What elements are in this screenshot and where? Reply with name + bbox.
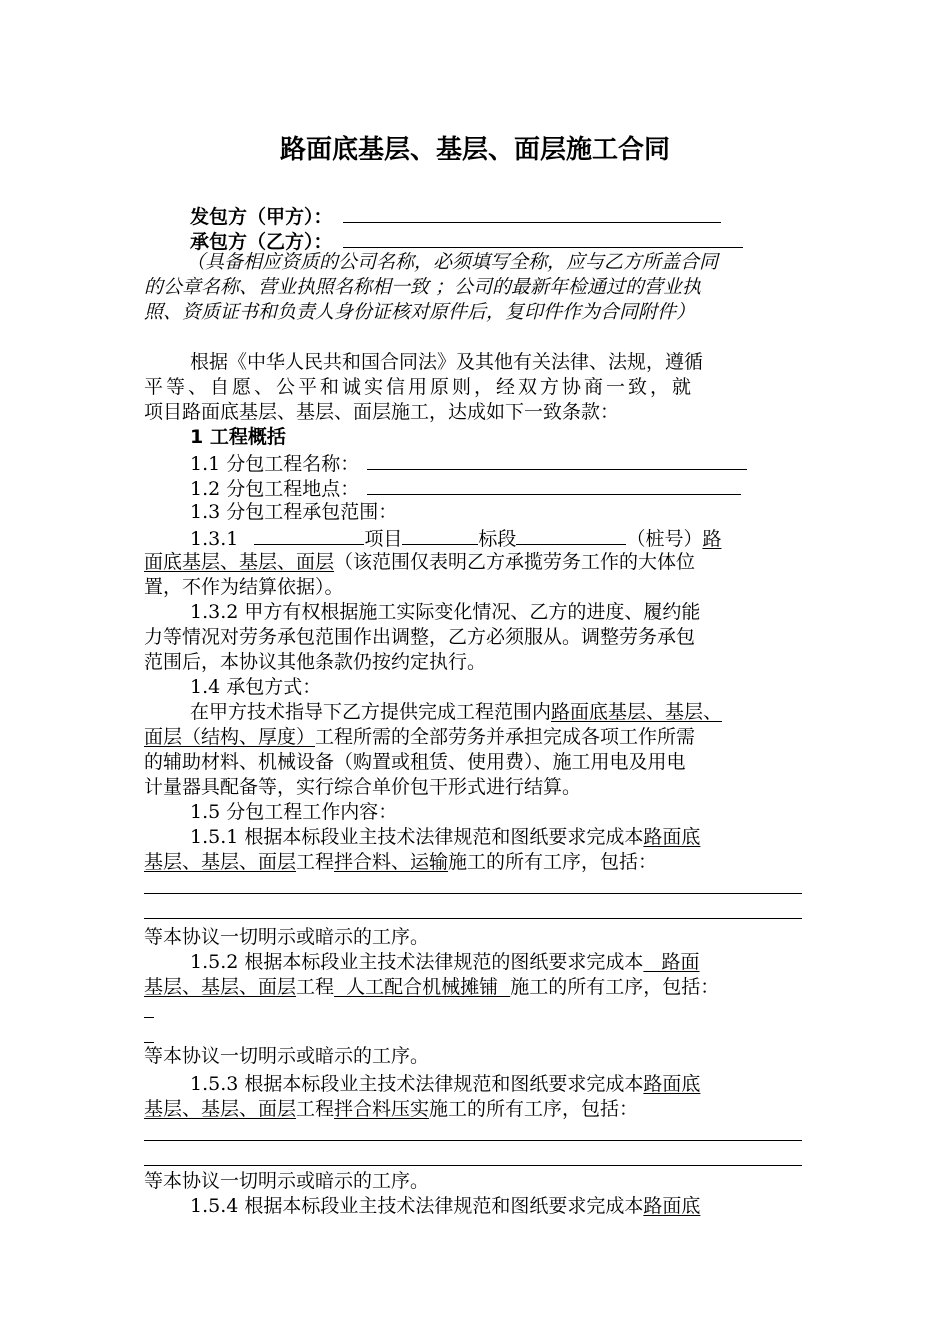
- fill-in-line[interactable]: [144, 1042, 154, 1043]
- clause-1-4-underlined-a: 路面底基层、基层、: [551, 701, 723, 723]
- clause-1-5-4-text: 1.5.4 根据本标段业主技术法律规范和图纸要求完成本: [190, 1195, 644, 1217]
- scope-underlined: 面底基层、基层、面层: [144, 551, 335, 573]
- clause-1-5-2-end: 等本协议一切明示或暗示的工序。: [144, 1045, 430, 1067]
- clause-1-2-label: 1.2 分包工程地点：: [190, 478, 360, 500]
- clause-1-5-3-underlined-b: 基层、基层、面层: [144, 1098, 297, 1120]
- clause-1-5-3-line-1: [190, 1072, 700, 1097]
- clause-1-3-1-line-1: [190, 525, 721, 550]
- party-a-label: 发包方（甲方）：: [190, 206, 333, 228]
- clause-1-3-2-line-2: 力等情况对劳务承包范围作出调整，乙方必须服从。调整劳务承包: [144, 626, 696, 648]
- chainage-suffix: （桩号）: [626, 528, 703, 550]
- scope-remark: （该范围仅表明乙方承揽劳务工作的大体位: [334, 551, 696, 573]
- section-suffix: 标段: [478, 528, 517, 550]
- clause-1-5-1-line-2: [144, 850, 657, 875]
- clause-1-5-4-underlined-a: 路面底: [643, 1195, 701, 1217]
- clause-1-4-text-a: 在甲方技术指导下乙方提供完成工程范围内: [190, 701, 552, 723]
- clause-1-2: [190, 475, 741, 500]
- clause-1-1: [190, 450, 747, 475]
- fill-in-line[interactable]: [144, 893, 802, 894]
- intro-line-3: 项目路面底基层、基层、面层施工，达成如下一致条款：: [144, 401, 620, 423]
- project-location-field[interactable]: [367, 475, 741, 495]
- clause-1-5-3-underlined-c: 拌合料压实: [334, 1098, 430, 1120]
- clause-1-5-2-text-c: 施工的所有工序，包括：: [510, 976, 720, 998]
- note-line-3: 照、资质证书和负责人身份证核对原件后，复印件作为合同附件）: [144, 301, 696, 323]
- clause-1-5-3-text: 1.5.3 根据本标段业主技术法律规范和图纸要求完成本: [190, 1073, 644, 1095]
- clause-1-5-1-text-c: 施工的所有工序，包括：: [448, 851, 658, 873]
- fill-in-line[interactable]: [144, 1017, 154, 1018]
- clause-1-5-2-text: 1.5.2 根据本标段业主技术法律规范的图纸要求完成本: [190, 951, 644, 973]
- party-b-label: 承包方（乙方）：: [190, 231, 333, 253]
- fill-in-line[interactable]: [144, 1140, 802, 1141]
- project-name-field[interactable]: [367, 450, 747, 470]
- fill-in-line[interactable]: [144, 1165, 802, 1166]
- clause-1-5-1-end: 等本协议一切明示或暗示的工序。: [144, 926, 430, 948]
- clause-1-4-line-3: 的辅助材料、机械设备（购置或租赁、使用费）、施工用电及用电: [144, 751, 686, 773]
- clause-1-5-3-underlined-a: 路面底: [643, 1073, 701, 1095]
- clause-1-5-3-text-c: 施工的所有工序，包括：: [429, 1098, 639, 1120]
- clause-1-5-3-line-2: [144, 1097, 638, 1122]
- scope-underlined-start: 路: [702, 528, 722, 550]
- clause-1-4-underlined-b: 面层（结构、厚度）: [144, 726, 316, 748]
- clause-1-3-2-line-1: 1.3.2 甲方有权根据施工实际变化情况、乙方的进度、履约能: [190, 601, 701, 623]
- party-b-field[interactable]: [343, 228, 743, 248]
- clause-1-5-2-line-1: [190, 950, 700, 975]
- note-line-2: 的公章名称、营业执照名称相一致 ；公司的最新年检通过的营业执: [144, 276, 702, 298]
- clause-1-5-1-underlined-c: 拌合料、运输: [334, 851, 449, 873]
- clause-1-5-1-underlined-b: 基层、基层、面层: [144, 851, 297, 873]
- clause-1-5-2-line-2: [144, 975, 719, 1000]
- party-a-field[interactable]: [343, 203, 721, 223]
- clause-1-4-line-4: 计量器具配备等，实行综合单价包干形式进行结算。: [144, 776, 582, 798]
- clause-1-5-2-underlined-a: 路面: [643, 951, 700, 973]
- clause-1-4-line-1: [190, 700, 722, 725]
- clause-1-4-text-b: 工程所需的全部劳务并承担完成各项工作所需: [315, 726, 696, 748]
- clause-1-3-2-line-3: 范围后，本协议其他条款仍按约定执行。: [144, 651, 487, 673]
- section-field[interactable]: [402, 525, 478, 545]
- project-suffix: 项目: [364, 528, 403, 550]
- fill-in-line[interactable]: [144, 918, 802, 919]
- clause-1-5: 1.5 分包工程工作内容：: [190, 801, 398, 823]
- clause-1-5-2-underlined-c: 人工配合机械摊铺: [334, 976, 511, 998]
- clause-1-4: 1.4 承包方式：: [190, 676, 322, 698]
- clause-1-5-1-text-b: 工程: [296, 851, 335, 873]
- clause-1-5-1-underlined-a: 路面底: [643, 826, 701, 848]
- clause-1-5-4-line-1: [190, 1194, 700, 1219]
- intro-line-2: 平等、自愿、公平和诚实信用原则，经双方协商一致，就: [144, 376, 695, 398]
- clause-1-5-1-line-1: [190, 825, 700, 850]
- party-a-line: [190, 203, 721, 228]
- clause-1-3-1-number: 1.3.1: [190, 528, 239, 550]
- clause-1-4-line-2: [144, 725, 695, 750]
- clause-1-5-1-text: 1.5.1 根据本标段业主技术法律规范和图纸要求完成本: [190, 826, 644, 848]
- intro-line-1: 根据《中华人民共和国合同法》及其他有关法律、法规，遵循: [190, 351, 704, 373]
- page-title: 路面底基层、基层、面层施工合同: [279, 135, 670, 165]
- clause-1-3-1-line-3: 置，不作为结算依据）。: [144, 576, 344, 598]
- clause-1-5-3-end: 等本协议一切明示或暗示的工序。: [144, 1170, 430, 1192]
- section-1-heading: 1 工程概括: [190, 426, 286, 448]
- chainage-field[interactable]: [516, 525, 626, 545]
- clause-1-5-2-underlined-b: 基层、基层、面层: [144, 976, 297, 998]
- note-line-1: （具备相应资质的公司名称，必须填写全称，应与乙方所盖合同: [186, 251, 719, 273]
- clause-1-5-3-text-b: 工程: [296, 1098, 335, 1120]
- project-field[interactable]: [254, 525, 364, 545]
- clause-1-3: 1.3 分包工程承包范围：: [190, 501, 398, 523]
- clause-1-5-2-text-b: 工程: [296, 976, 335, 998]
- clause-1-3-1-line-2: [144, 550, 695, 575]
- clause-1-1-label: 1.1 分包工程名称：: [190, 453, 360, 475]
